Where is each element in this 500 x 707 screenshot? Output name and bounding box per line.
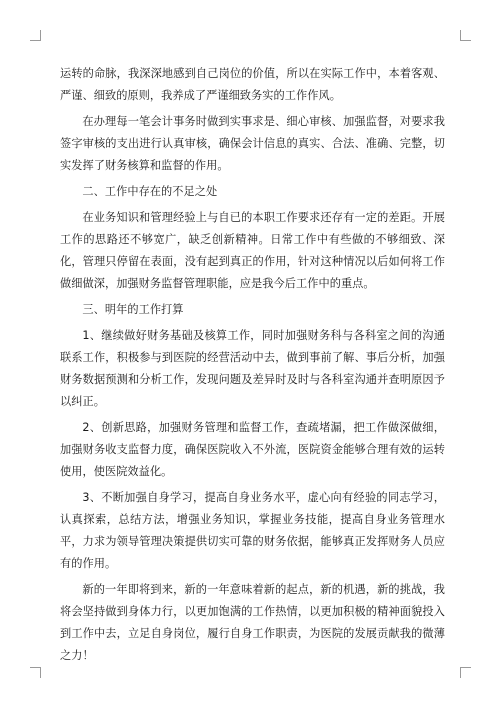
crop-mark-bottom-left: [30, 667, 41, 678]
section-heading-next-year-plan: 三、明年的工作打算: [82, 303, 184, 316]
paragraph-plan-item-2: 2、创新思路，加强财务管理和监督工作，查疏堵漏，把工作做深做细，加强财务收支监督力度，确保医院收入不外流，医院资金能够合理有效的运转使用，使医院效益化。: [60, 421, 445, 478]
paragraph-shortcomings: 在业务知识和管理经验上与自已的本职工作要求还存有一定的差距。开展工作的思路还不够宽广，缺乏创新精神。日常工作中有些做的不够细致、深化，管理只停留在表面，没有起到真正的作用，针对这种情况以后如何将工作做细做深，加强财务监督管理职能，应是我今后工作中的重点。: [60, 211, 445, 290]
crop-mark-bottom-right: [460, 667, 471, 678]
crop-mark-top-left: [30, 30, 41, 41]
paragraph-closing: 新的一年即将到来，新的一年意味着新的起点，新的机遇，新的挑战，我将会坚持做到身体力行，以更加饱满的工作热情，以更加积极的精神面貌投入到工作中去，立足自身岗位，履行自身工作职责，为医院的发展贡献我的微薄之力！: [60, 583, 445, 662]
section-heading-shortcomings: 二、工作中存在的不足之处: [82, 185, 218, 198]
paragraph-intro-continuation: 运转的命脉，我深深地感到自己岗位的价值，所以在实际工作中，本着客观、严谨、细致的原则，我养成了严谨细致务实的工作作风。: [60, 67, 445, 102]
document-body: [60, 63, 445, 671]
paragraph-plan-item-3: 3、不断加强自身学习，提高自身业务水平，虚心向有经验的同志学习，认真探索，总结方法，增强业务知识，掌握业务技能，提高自身业务管理水平，力求为领导管理决策提供切实可靠的财务依据，能够真正发挥财务人员应有的作用。: [60, 491, 445, 570]
paragraph-plan-item-1: 1、继续做好财务基础及核算工作，同时加强财务科与各科室之间的沟通联系工作，积极参与到医院的经营活动中去，做到事前了解、事后分析，加强财务数据预测和分析工作，发现问题及差异时及时与各科室沟通并查明原因予以纠正。: [60, 329, 445, 408]
crop-mark-top-right: [460, 30, 471, 41]
paragraph-accounting-review: 在办理每一笔会计事务时做到实事求是、细心审核、加强监督，对要求我签字审核的支出进行认真审核，确保会计信息的真实、合法、准确、完整，切实发挥了财务核算和监督的作用。: [60, 115, 445, 172]
